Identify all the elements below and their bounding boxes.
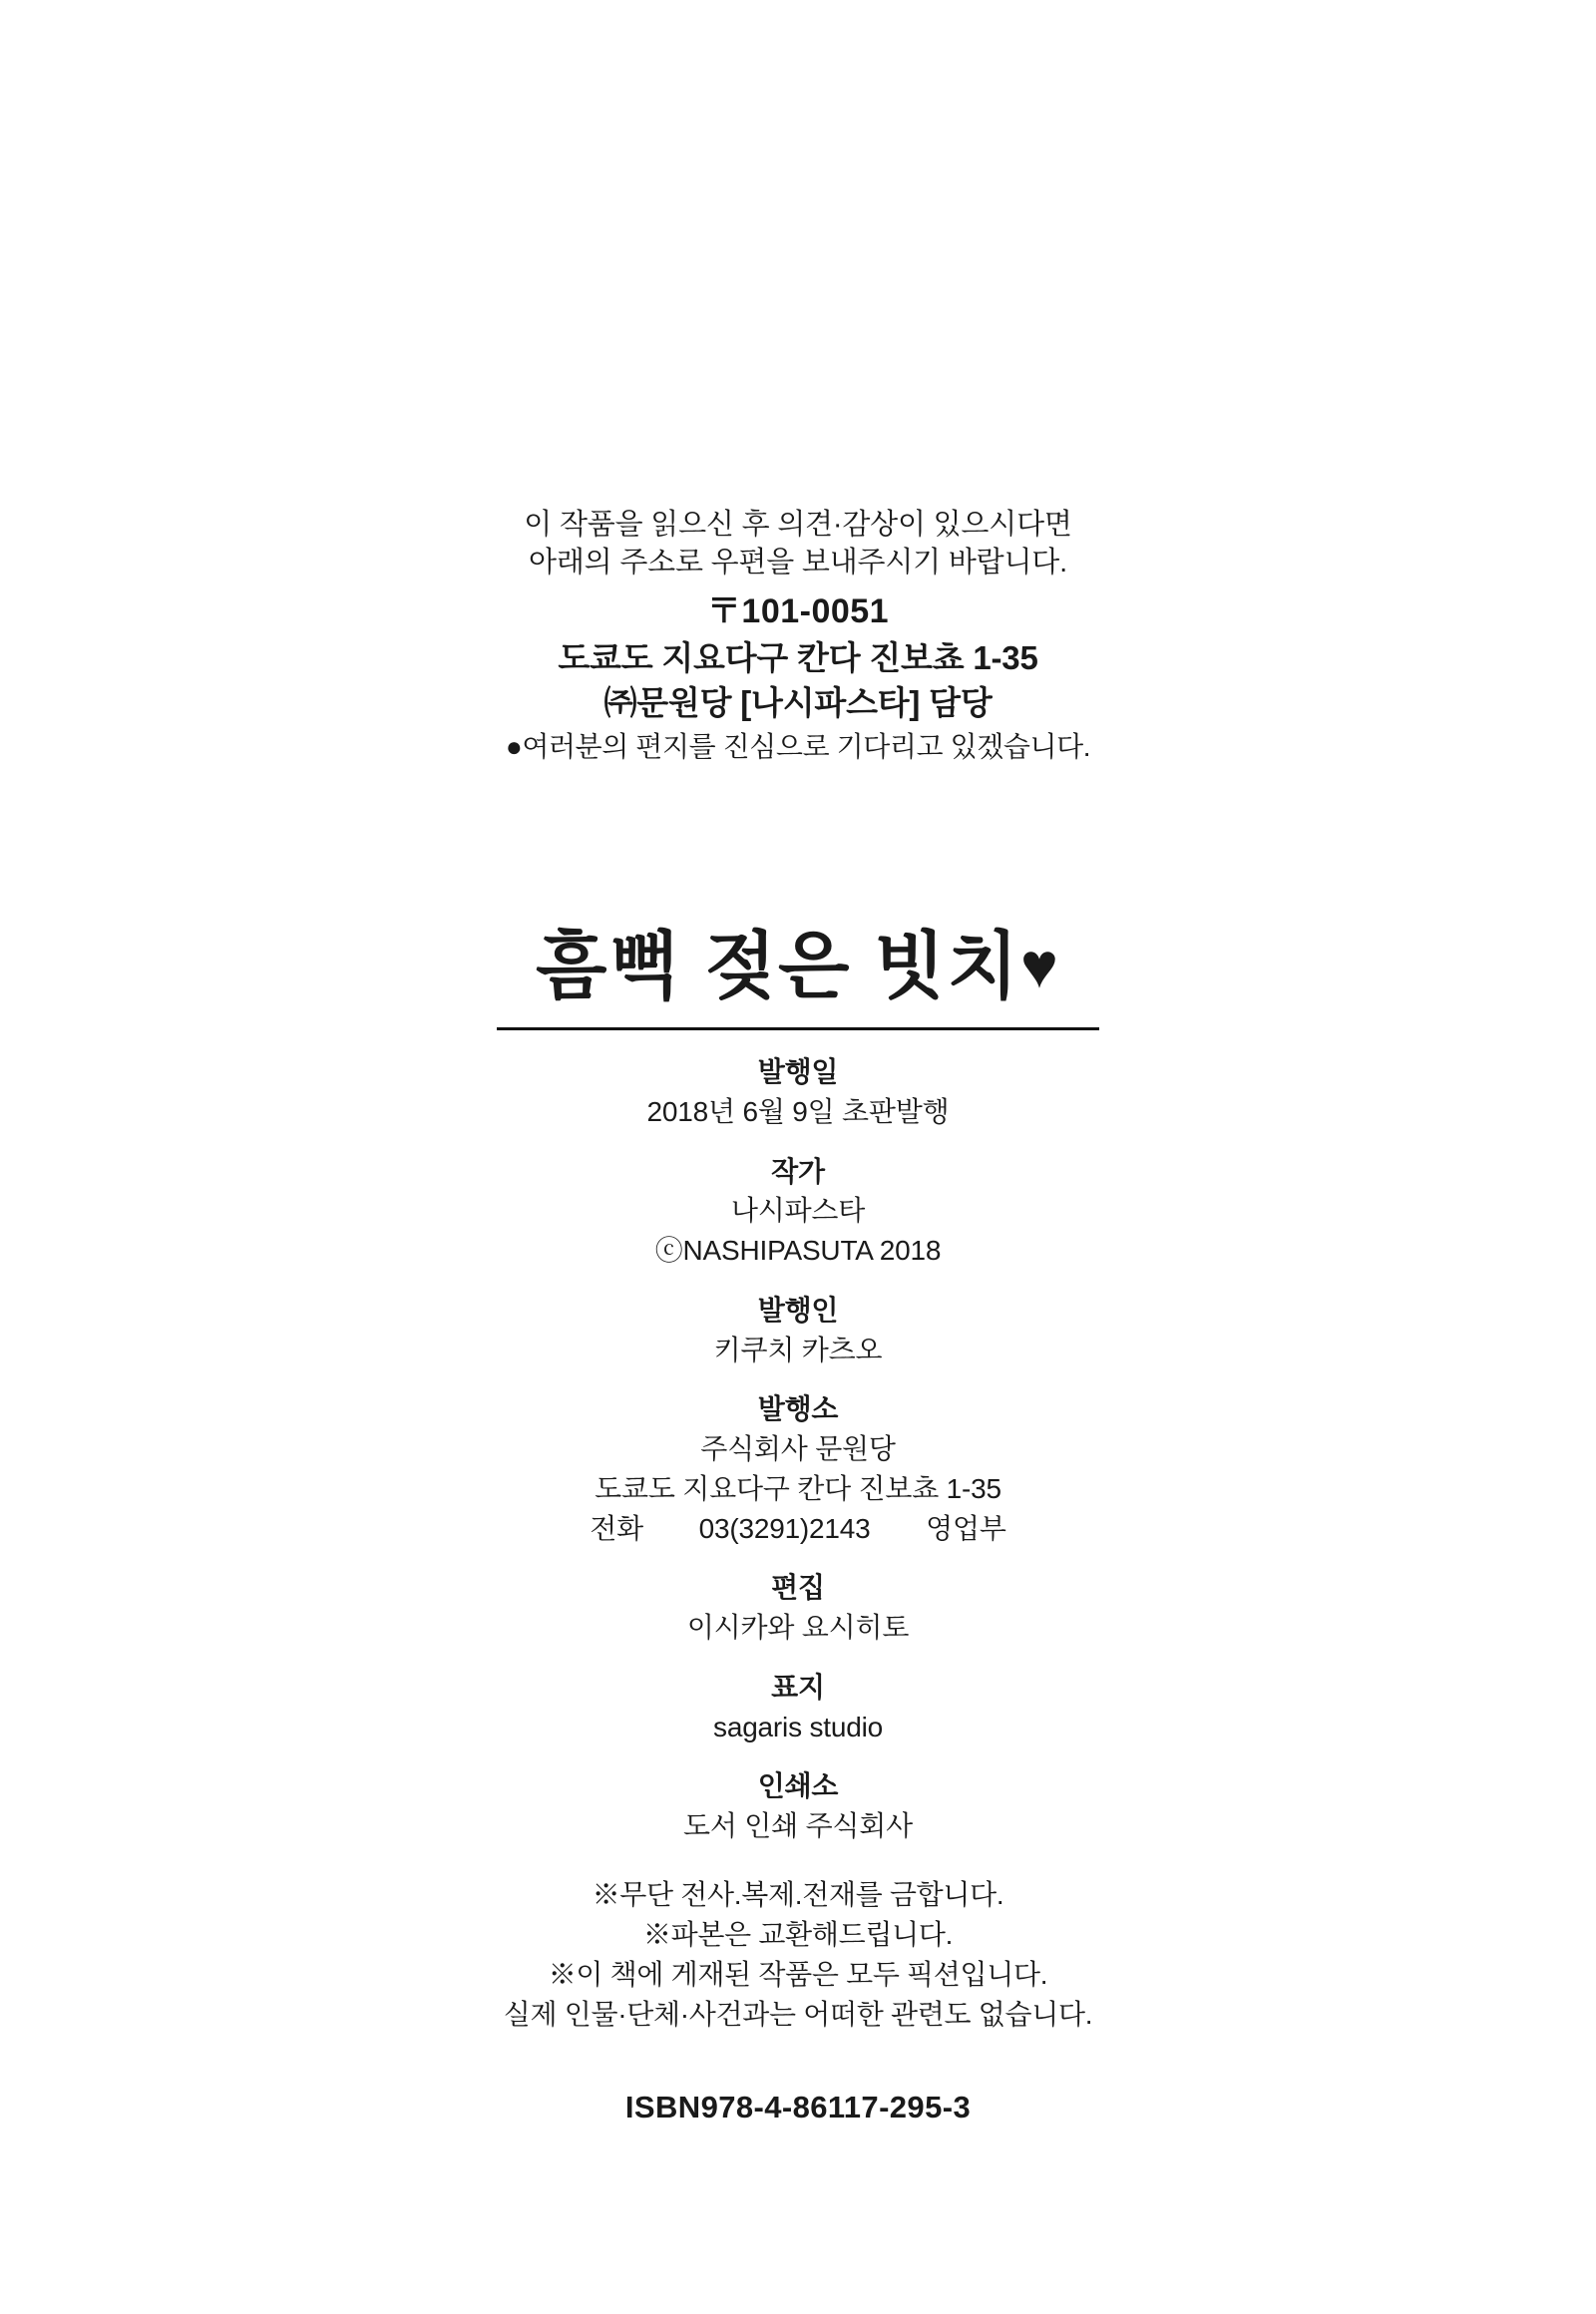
- colophon-label: 인쇄소: [757, 1770, 839, 1802]
- notice-line: ※이 책에 게재된 작품은 모두 픽션입니다.: [548, 1959, 1048, 1991]
- colophon-label: 표지: [771, 1671, 825, 1703]
- colophon-label: 발행인: [757, 1294, 839, 1326]
- colophon-entry: [0, 1766, 1596, 1846]
- colophon-label: 편집: [771, 1572, 825, 1604]
- page-title: [0, 908, 1596, 1013]
- title-divider: [497, 1027, 1099, 1030]
- address-company: ㈜문원당 [나시파스타] 담당: [603, 684, 993, 722]
- colophon-entry: [0, 1389, 1596, 1548]
- heart-icon: ♥: [1020, 930, 1061, 1001]
- colophon-value: 주식회사 문원당: [700, 1433, 896, 1464]
- notice-line: 실제 인물·단체·사건과는 어떠한 관련도 없습니다.: [503, 1999, 1093, 2031]
- colophon-value: 2018년 6월 9일 초판발행: [646, 1095, 950, 1127]
- colophon-entry: [0, 1291, 1596, 1370]
- address-note-line-2: 아래의 주소로 우편을 보내주시기 바랍니다.: [529, 546, 1067, 578]
- colophon-value: 전화 03(3291)2143 영업부: [590, 1512, 1006, 1544]
- colophon-value: ⓒNASHIPASUTA 2018: [654, 1235, 942, 1266]
- isbn-number: ISBN978-4-86117-295-3: [624, 2090, 972, 2124]
- colophon-value: sagaris studio: [713, 1711, 883, 1742]
- colophon-entry: [0, 1152, 1596, 1271]
- colophon-label: 작가: [771, 1155, 825, 1187]
- notice-line: ※파본은 교환해드립니다.: [642, 1919, 954, 1951]
- address-note-line-1: 이 작품을 읽으신 후 의견·감상이 있으시다면: [524, 509, 1072, 541]
- address-postal-code: 〒101-0051: [706, 592, 890, 631]
- colophon-label: 발행소: [757, 1393, 839, 1425]
- colophon-value: 이시카와 요시히토: [686, 1612, 910, 1643]
- colophon-entry: [0, 1052, 1596, 1132]
- notice-line: ※무단 전사.복제.전재를 금합니다.: [592, 1879, 1004, 1910]
- colophon-entry: [0, 1668, 1596, 1747]
- colophon-entry: [0, 1568, 1596, 1648]
- address-block: [0, 507, 1596, 766]
- colophon-value: 도쿄도 지요다구 칸다 진보쵸 1-35: [595, 1472, 1001, 1504]
- colophon-label: 발행일: [757, 1056, 839, 1087]
- colophon-value: 키쿠치 카츠오: [713, 1334, 883, 1365]
- colophon-value: 도서 인쇄 주식회사: [683, 1810, 913, 1841]
- colophon-value: 나시파스타: [730, 1195, 866, 1227]
- legal-notices: [0, 1875, 1596, 2035]
- address-closing-note: ●여러분의 편지를 진심으로 기다리고 있겠습니다.: [505, 731, 1091, 763]
- address-street: 도쿄도 지요다구 칸다 진보쵸 1-35: [558, 638, 1038, 676]
- page-title-text: 흠뻑 젖은 빗치: [535, 925, 1021, 1007]
- colophon-list: [0, 1052, 1596, 1866]
